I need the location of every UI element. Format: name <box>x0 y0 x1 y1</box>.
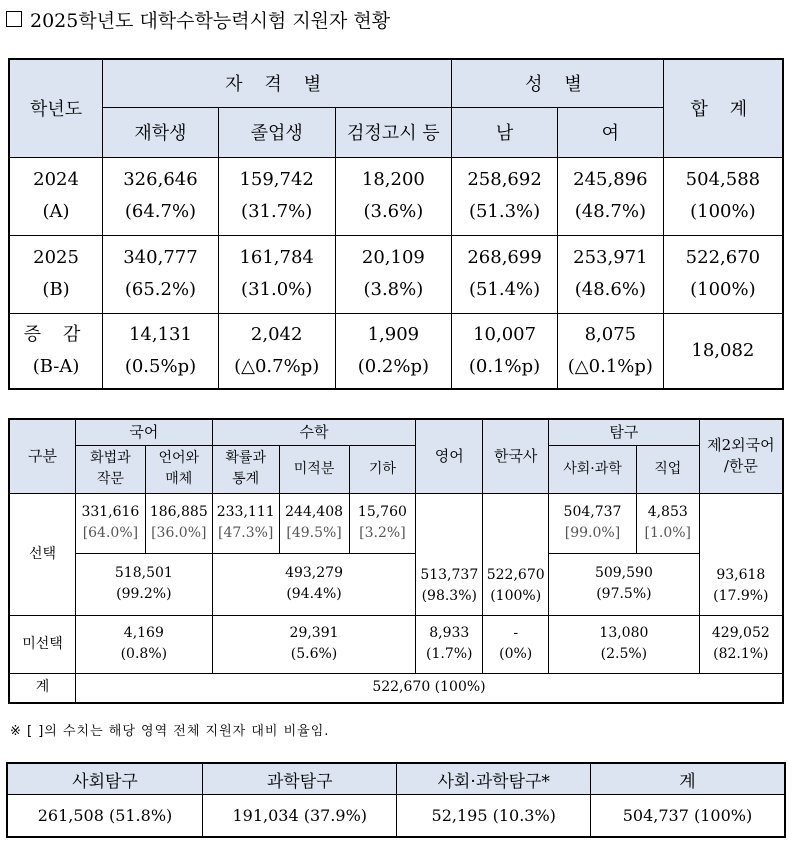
header-math: 수학 <box>212 419 416 445</box>
cell: 253,971 (48.6%) <box>557 235 663 313</box>
cell: 509,590 (97.5%) <box>549 553 700 615</box>
cell: 20,109 (3.8%) <box>335 235 452 313</box>
header-probability-statistics: 확률과 통계 <box>212 445 279 493</box>
subject-selection-table <box>8 418 784 704</box>
cell: 13,080 (2.5%) <box>549 615 700 673</box>
header-total: 계 <box>590 763 785 795</box>
cell: - (0%) <box>483 615 549 673</box>
header-science-inquiry: 과학탐구 <box>202 763 397 795</box>
cell: 186,885 [36.0%] <box>145 493 212 553</box>
row-label-total: 계 <box>9 673 75 703</box>
page-title-text: 2025학년도 대학수학능력시험 지원자 현황 <box>30 9 391 32</box>
cell: 504,737 (100%) <box>590 795 785 837</box>
row-label-selection: 선택 <box>9 493 75 615</box>
cell: 52,195 (10.3%) <box>397 795 590 837</box>
header-history: 한국사 <box>483 419 549 493</box>
row-label: 2025 (B) <box>9 235 103 313</box>
cell: 8,933 (1.7%) <box>416 615 483 673</box>
cell: 258,692 (51.3%) <box>452 157 558 235</box>
header-english: 영어 <box>416 419 483 493</box>
page-title <box>6 6 390 32</box>
cell: 261,508 (51.8%) <box>7 795 202 837</box>
cell: 504,588 (100%) <box>663 157 783 235</box>
header-social-science: 사회·과학 <box>549 445 637 493</box>
cell: 4,853 [1.0%] <box>636 493 699 553</box>
cell: 268,699 (51.4%) <box>452 235 558 313</box>
header-total: 합 계 <box>663 59 783 157</box>
header-male: 남 <box>452 107 558 157</box>
cell: 1,909 (0.2%p) <box>335 313 452 389</box>
header-geometry: 기하 <box>349 445 416 493</box>
cell: 522,670 (100%) <box>663 235 783 313</box>
table-row <box>7 795 785 837</box>
cell: 244,408 [49.5%] <box>279 493 349 553</box>
cell: 504,737 [99.0%] <box>549 493 637 553</box>
header-year: 학년도 <box>9 59 103 157</box>
header-korean: 국어 <box>75 419 212 445</box>
checkbox-square-icon <box>6 11 22 27</box>
cell: 93,618 (17.9%) <box>699 493 783 615</box>
table-row <box>9 235 783 313</box>
inquiry-breakdown-table <box>6 762 786 838</box>
header-enrolled: 재학생 <box>103 107 219 157</box>
cell: 29,391 (5.6%) <box>212 615 416 673</box>
header-gubun: 구분 <box>9 419 75 493</box>
header-ged: 검정고시 등 <box>335 107 452 157</box>
cell: 159,742 (31.7%) <box>218 157 335 235</box>
header-language-media: 언어와 매체 <box>145 445 212 493</box>
table-row-selection-detail <box>9 493 783 553</box>
row-label: 2024 (A) <box>9 157 103 235</box>
table-row-unselected <box>9 615 783 673</box>
cell: 8,075 (△0.1%p) <box>557 313 663 389</box>
cell: 340,777 (65.2%) <box>103 235 219 313</box>
header-qualification: 자 격 별 <box>103 59 452 107</box>
table-row-total <box>9 673 783 703</box>
header-female: 여 <box>557 107 663 157</box>
table-row <box>9 157 783 235</box>
cell: 513,737 (98.3%) <box>416 493 483 615</box>
cell: 429,052 (82.1%) <box>699 615 783 673</box>
header-gender: 성 별 <box>452 59 664 107</box>
cell: 191,034 (37.9%) <box>202 795 397 837</box>
cell: 518,501 (99.2%) <box>75 553 212 615</box>
cell: 493,279 (94.4%) <box>212 553 416 615</box>
cell: 15,760 [3.2%] <box>349 493 416 553</box>
cell: 233,111 [47.3%] <box>212 493 279 553</box>
header-vocational: 직업 <box>636 445 699 493</box>
cell: 2,042 (△0.7%p) <box>218 313 335 389</box>
header-calculus: 미적분 <box>279 445 349 493</box>
cell: 14,131 (0.5%p) <box>103 313 219 389</box>
cell: 4,169 (0.8%) <box>75 615 212 673</box>
cell: 331,616 [64.0%] <box>75 493 145 553</box>
cell: 18,200 (3.6%) <box>335 157 452 235</box>
applicants-by-year-table <box>8 58 784 390</box>
row-label-unselected: 미선택 <box>9 615 75 673</box>
header-graduate: 졸업생 <box>218 107 335 157</box>
cell: 10,007 (0.1%p) <box>452 313 558 389</box>
header-second-language: 제2외국어 /한문 <box>699 419 783 493</box>
header-social-inquiry: 사회탐구 <box>7 763 202 795</box>
cell: 522,670 (100%) <box>483 493 549 615</box>
row-label: 증 감 (B-A) <box>9 313 103 389</box>
header-inquiry: 탐구 <box>549 419 700 445</box>
cell-diff-total: 18,082 <box>663 313 783 389</box>
cell: 245,896 (48.7%) <box>557 157 663 235</box>
header-speech-writing: 화법과 작문 <box>75 445 145 493</box>
cell: 161,784 (31.0%) <box>218 235 335 313</box>
header-social-science-inquiry: 사회·과학탐구* <box>397 763 590 795</box>
table-row-diff <box>9 313 783 389</box>
cell: 326,646 (64.7%) <box>103 157 219 235</box>
footnote: ※ [ ]의 수치는 해당 영역 전체 지원자 대비 비율임. <box>10 724 330 739</box>
cell-total: 522,670 (100%) <box>75 673 783 703</box>
table-row-selection-total <box>9 553 783 615</box>
